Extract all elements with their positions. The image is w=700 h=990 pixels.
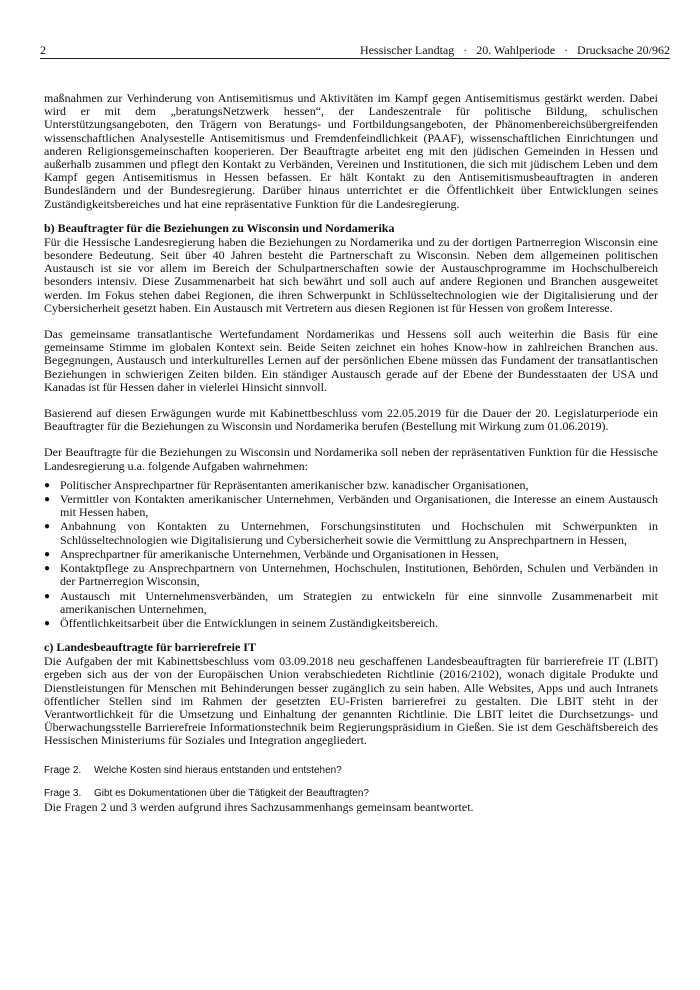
list-item: ● Ansprechpartner für amerikanische Unternehmen, Verbände und Organisationen in Hessen, [44, 546, 499, 561]
header-rule [40, 58, 670, 59]
paragraph-transatlantic: Das gemeinsame transatlantische Wertefundament Nordamerikas und Hessens soll auch weiterhin die Basis für eine gemeinsame Stimme im globalen Kontext sein. Beide Seiten zeichnet ein hohes Know-how in zahlreichen Branchen aus. Begegnungen, Austausch und interkulturelles Lernen auf der persönlichen Ebene müssen das Fundament der transatlantischen Beziehungen in schwierigen Zeiten bilden. Ein ständiger Austausch gerade auf der Ebene der Bundesstaaten der USA und Kanadas ist für Hessen daher in vielerlei Hinsicht sinnvoll. [44, 327, 658, 394]
bullet-icon: ● [44, 479, 51, 491]
paragraph-tasks-intro: Der Beauftragte für die Beziehungen zu Wisconsin und Nordamerika soll neben der repräsentativen Funktion für die Hessische Landesregierung u.a. folgende Aufgaben wahrnehmen: [44, 445, 658, 473]
list-item: ● Öffentlichkeitsarbeit über die Entwicklungen in seinem Zuständigkeitsbereich. [44, 615, 438, 630]
paragraph-antisemitism: maßnahmen zur Verhinderung von Antisemitismus und Aktivitäten im Kampf gegen Antisemitismus gestärkt werden. Dabei wird er mit dem „beratungsNetzwerk hessen“, der Landeszentrale für politische Bildung, schulischen Unterstützungsangeboten, den Trägern von Beratungs- und Fortbildungsangeboten, der Phänomenbereichsübergreifenden wissenschaftlichen Analysestelle Antisemitismus und Fremdenfeindlichkeit (PAAF), wissenschaftlichen Einrichtungen und anderen Religionsgemeinschaften kooperieren. Der Beauftragte arbeitet eng mit den jüdischen Gemeinden in Hessen und außerhalb zusammen und pflegt den Kontakt zu Verbänden, Vereinen und Institutionen, die sich mit jüdischem Leben und dem Kampf gegen Antisemitismus in Hessen befassen. Er hält Kontakt zu den Antisemitismusbeauftragten in anderen Bundesländern und der Bundesregierung. Darüber hinaus unterrichtet er die Öffentlichkeit über Entwicklungen seines Zuständigkeitsbereiches und hat eine repräsentative Funktion für die Landesregierung. [44, 91, 658, 211]
list-item: ● Politischer Ansprechpartner für Repräsentanten amerikanischer bzw. kanadischer Organisationen, [44, 477, 529, 492]
document-info: Hessischer Landtag · 20. Wahlperiode · Drucksache 20/962 [359, 43, 670, 57]
bullet-icon: ● [44, 548, 51, 560]
page-number: 2 [40, 43, 46, 57]
page-header [40, 42, 670, 58]
list-item: ● Austausch mit Unternehmensverbänden, um Strategien zu entwickeln für eine sinnvolle Zusammenarbeit mit amerikanischen Unternehmen, [44, 588, 658, 616]
bullet-icon: ● [44, 563, 51, 575]
question-2 [44, 764, 658, 777]
list-item: ● Vermittler von Kontakten amerikanischer Unternehmen, Verbänden und Organisationen, die Interesse an einem Austausch mit Hessen haben, [44, 492, 658, 520]
list-item: ● Anbahnung von Kontakten zu Unternehmen, Forschungsinstituten und Hochschulen mit Schwerpunkten in Schlüsseltechnologien wie Digitalisierung und Cybersicherheit sowie die Vermittlung zu Ansprechpartnern in Hessen, [44, 519, 658, 547]
task-list [44, 479, 658, 630]
paragraph-accessibility: Die Aufgaben der mit Kabinettsbeschluss vom 03.09.2018 neu geschaffenen Landesbeauftragten für barrierefreie IT (LBIT) ergeben sich aus der von der Europäischen Union verabschiedeten Richtlinie (2016/2102), wonach digitale Produkte und Dienstleistungen für Menschen mit Behinderungen besser zugänglich zu sein haben. Alle Websites, Apps und auch Intranets öffentlicher Stellen sind im Rahmen der gesetzten EU-Fristen barrierefrei zu gestalten. Die LBIT steht in der Verantwortlichkeit für die Umsetzung und Einhaltung der genannten Richtlinie. Die LBIT leitet die Durchsetzungs- und Überwachungsstelle Barrierefreie Informationstechnik beim Regierungspräsidium in Gießen. Sie ist dem Geschäftsbereich des Hessischen Ministeriums für Soziales und Integration angegliedert. [44, 654, 658, 748]
answer-text: Die Fragen 2 und 3 werden aufgrund ihres Sachzusammenhangs gemeinsam beantwortet. [44, 799, 474, 814]
question-number: Frage 2. [44, 764, 82, 776]
question-3 [44, 787, 658, 800]
bullet-icon: ● [44, 617, 51, 629]
question-text: Welche Kosten sind hieraus entstanden und entstehen? [94, 764, 342, 776]
bullet-icon: ● [44, 521, 51, 533]
document-body [44, 92, 658, 814]
question-number: Frage 3. [44, 787, 82, 799]
question-text: Gibt es Dokumentationen über die Tätigkeit der Beauftragten? [94, 787, 369, 799]
section-heading-wisconsin: b) Beauftragter für die Beziehungen zu Wisconsin und Nordamerika [44, 220, 395, 235]
list-item: ● Kontaktpflege zu Ansprechpartnern von Unternehmen, Hochschulen, Institutionen, Behörden, Schulen und Verbänden in der Partnerregion Wisconsin, [44, 561, 658, 589]
bullet-icon: ● [44, 590, 51, 602]
paragraph-appointment: Basierend auf diesen Erwägungen wurde mit Kabinettbeschluss vom 22.05.2019 für die Dauer der 20. Legislaturperiode ein Beauftragter für die Beziehungen zu Wisconsin und Nordamerika berufen (Bestellung mit Wirkung zum 01.06.2019). [44, 406, 658, 434]
bullet-icon: ● [44, 494, 51, 506]
paragraph-wisconsin-intro: Für die Hessische Landesregierung haben die Beziehungen zu Nordamerika und zu der dortigen Partnerregion Wisconsin eine besondere Bedeutung. Seit über 40 Jahren besteht die Partnerschaft zu Wisconsin. Neben dem allgemeinen politischen Austausch ist sie vor allem im Bereich der Schulpartnerschaften sowie der Austauschprogramme im Hochschulbereich besonders intensiv. Diese Zusammenarbeit hat sich bewährt und soll auch auf andere Regionen und Branchen ausgeweitet werden. Im Fokus stehen dabei Regionen, die ihren Schwerpunkt in Schlüsseltechnologien wie der Digitalisierung und der Cybersicherheit gesetzt haben. Ein Austausch mit Vertretern aus diesen Regionen ist für Hessen von großem Interesse. [44, 234, 658, 315]
section-heading-accessibility: c) Landesbeauftragte für barrierefreie IT [44, 640, 256, 655]
